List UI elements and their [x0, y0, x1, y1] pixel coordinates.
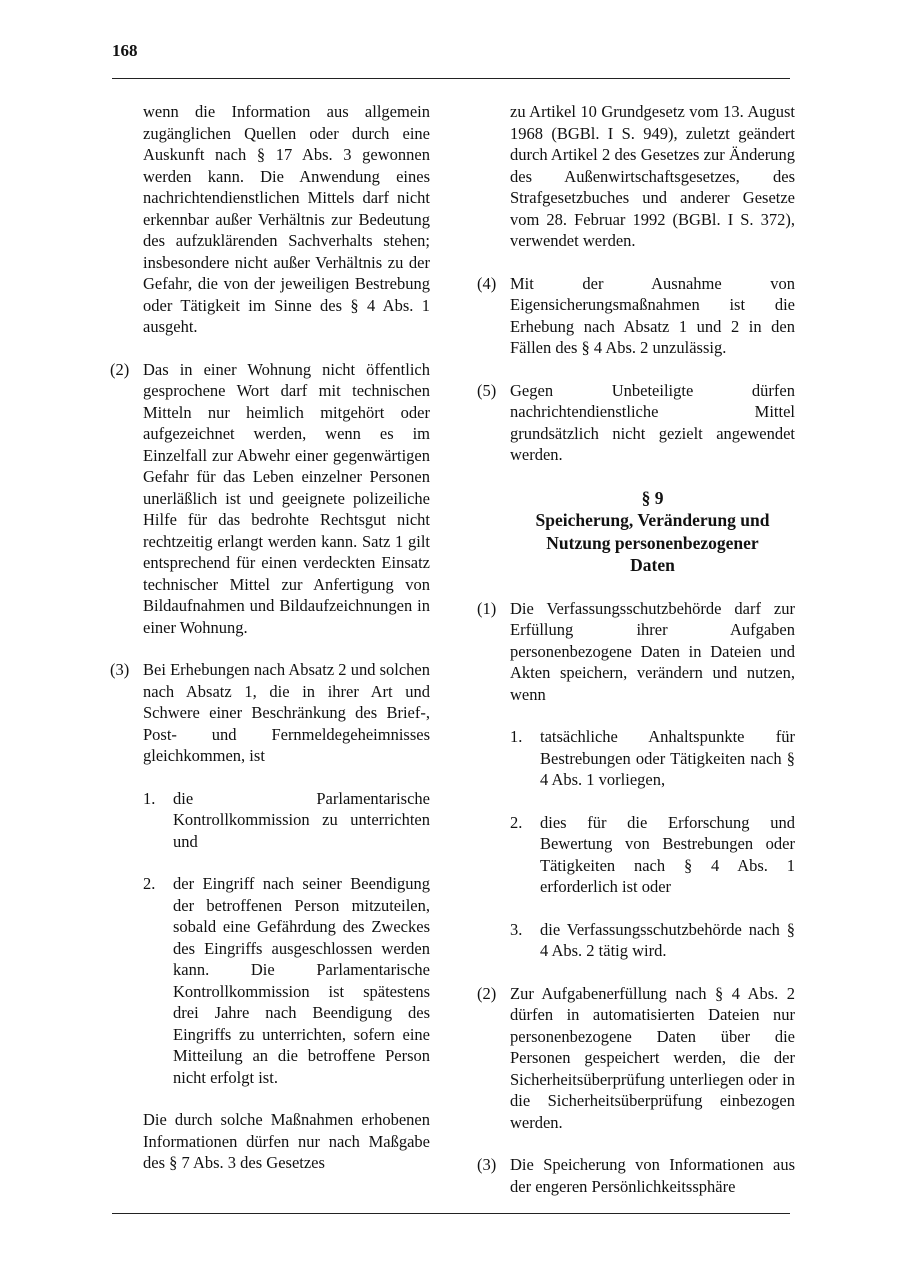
paragraph-label: (3) [477, 1155, 497, 1174]
section-number: § 9 [641, 487, 664, 508]
list-item-text: die Parlamentarische Kontrollkommission zu unterrichten und [173, 788, 430, 851]
right-continuation-text: zu Artikel 10 Grundgesetz vom 13. August 1968 (BGBl. I S. 949), zuletzt geändert durch Artikel 2 des Gesetzes zur Änderung des Außenwirtschaftsgesetzes, des Strafgesetzbuches und anderer Gesetze vom 28. Februar 1992 (BGBl. I S. 372), verwendet werden. [510, 102, 795, 250]
list-item [510, 726, 795, 791]
paragraph-text: Das in einer Wohnung nicht öffentlich gesprochene Wort darf mit technischen Mitteln nur heimlich mitgehört oder aufgezeichnet werden, wenn es im Einzelfall zur Abwehr einer gegenwärtigen Gefahr für das Leben einzelner Personen unerläßlich ist und geeignete polizeiliche Hilfe für das bedrohte Rechtsgut nicht rechtzeitig erlangt werden kann. Satz 1 gilt entsprechend für einen verdeckten Einsatz technischer Mittel zur Anfertigung von Bildaufnahmen und Bildaufzeichnungen in einer Wohnung. [143, 359, 430, 637]
paragraph-text: Gegen Unbeteiligte dürfen nachrichtendienstliche Mittel grundsätzlich nicht gezielt angewendet werden. [510, 380, 795, 464]
paragraph-3-closing-text: Die durch solche Maßnahmen erhobenen Informationen dürfen nur nach Maßgabe des § 7 Abs. 3 des Gesetzes [143, 1110, 430, 1172]
page-number: 168 [112, 41, 138, 60]
paragraph-text: Mit der Ausnahme von Eigensicherungsmaßnahmen ist die Erhebung nach Absatz 1 und 2 in den Fällen des § 4 Abs. 2 unzulässig. [510, 273, 795, 357]
left-continuation-text: wenn die Information aus allgemein zugänglichen Quellen oder durch eine Auskunft nach § 17 Abs. 3 gewonnen werden kann. Die Anwendung eines nachrichtendienstlichen Mittels darf nicht erkennbar außer Verhältnis zur Bedeutung des aufzuklärenden Sachverhalts stehen; insbesondere nicht außer Verhältnis zu der Gefahr, die von der jeweiligen Bestrebung oder Tätigkeit im Sinne des § 4 Abs. 1 ausgeht. [143, 102, 430, 336]
list-item-label: 2. [510, 812, 523, 832]
section-title-line: Speicherung, Veränderung und [535, 510, 770, 530]
list-item-label: 1. [510, 727, 523, 746]
paragraph-3 [110, 659, 430, 767]
list-item-label: 3. [510, 919, 523, 939]
section-title-line: Nutzung personenbezogener [546, 532, 759, 553]
header-rule [112, 78, 790, 79]
paragraph-label: (3) [110, 660, 130, 679]
list-item [143, 873, 430, 1088]
paragraph-4 [477, 273, 795, 359]
list-item [510, 919, 795, 962]
list-item [510, 812, 795, 898]
right-column [477, 101, 795, 1197]
list-item [143, 788, 430, 853]
paragraph-label: (2) [477, 983, 497, 1003]
left-column [110, 101, 430, 1174]
section-9-heading [510, 487, 795, 577]
section-9-paragraph-1 [477, 598, 795, 706]
list-item-text: der Eingriff nach seiner Beendigung der betroffenen Person mitzuteilen, sobald eine Gefährdung des Zweckes des Eingriffs ausgeschlossen werden kann. Die Parlamentarische Kontrollkommission ist spätestens drei Jahre nach Beendigung des Eingriffs zu unterrichten, sofern eine Mitteilung an die betroffene Person nicht erfolgt ist. [173, 874, 430, 1087]
list-item-text: tatsächliche Anhaltspunkte für Bestrebungen oder Tätigkeiten nach § 4 Abs. 1 vorliegen, [540, 727, 795, 789]
paragraph-label: (1) [477, 598, 497, 618]
paragraph-label: (4) [477, 273, 497, 293]
paragraph-2 [110, 359, 430, 639]
footer-rule [112, 1213, 790, 1214]
list-item-text: die Verfassungsschutzbehörde nach § 4 Abs. 2 tätig wird. [540, 919, 795, 960]
paragraph-label: (2) [110, 359, 130, 379]
section-9-paragraph-2 [477, 983, 795, 1134]
section-title-line: Daten [630, 555, 675, 575]
paragraph-label: (5) [477, 380, 497, 400]
paragraph-text: Bei Erhebungen nach Absatz 2 und solchen nach Absatz 1, die in ihrer Art und Schwere einer Beschränkung des Brief-, Post- und Fernmeldegeheimnisses gleichkommen, ist [143, 660, 430, 765]
paragraph-text: Die Speicherung von Informationen aus der engeren Persönlichkeitssphäre [510, 1155, 795, 1196]
section-9-paragraph-3 [477, 1154, 795, 1197]
list-item-label: 1. [143, 788, 156, 808]
paragraph-5 [477, 380, 795, 466]
paragraph-text: Zur Aufgabenerfüllung nach § 4 Abs. 2 dürfen in automatisierten Dateien nur personenbezogene Daten über die Personen gespeichert werden, die der Sicherheitsüberprüfung unterliegen oder in die Sicherheitsüberprüfung einbezogen werden. [510, 983, 795, 1132]
paragraph-text: Die Verfassungsschutzbehörde darf zur Erfüllung ihrer Aufgaben personenbezogene Daten in Dateien und Akten speichern, verändern und nutzen, wenn [510, 598, 795, 704]
list-item-label: 2. [143, 874, 156, 893]
list-item-text: dies für die Erforschung und Bewertung von Bestrebungen oder Tätigkeiten nach § 4 Abs. 1 erforderlich ist oder [540, 812, 795, 896]
